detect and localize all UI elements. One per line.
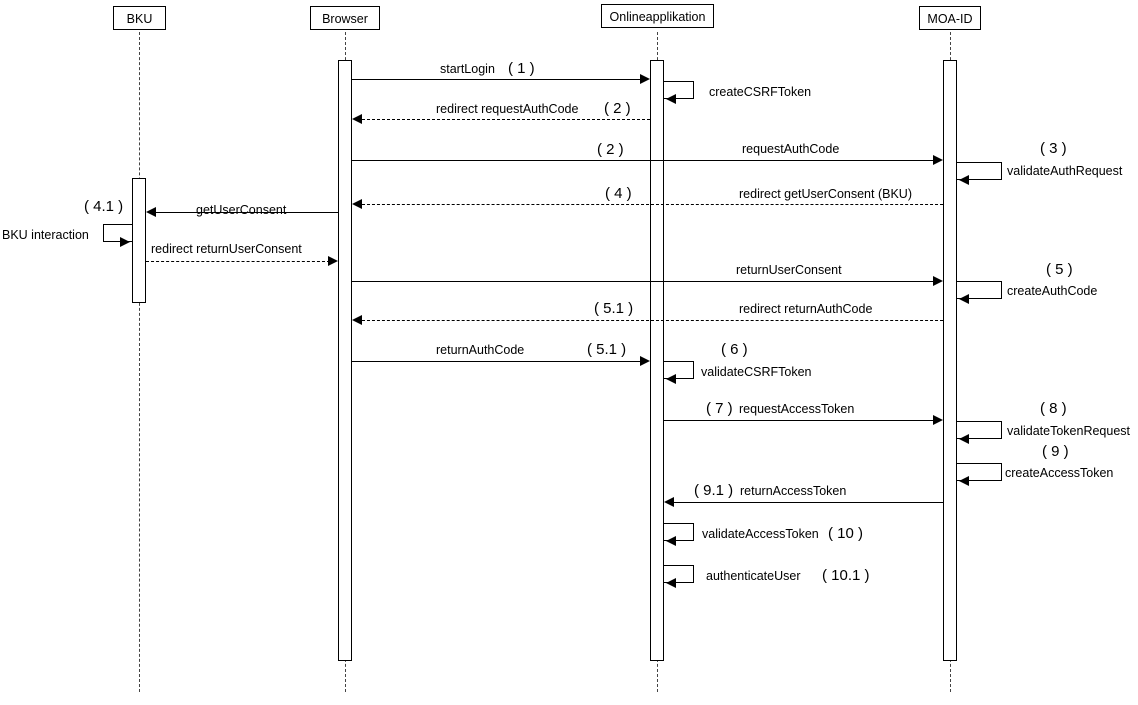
message-arrow-redirect-request-auth-code: [352, 114, 362, 124]
message-line-redirect-return-auth-code: [362, 320, 943, 321]
message-line-return-auth-code: [352, 361, 642, 362]
message-line-return-user-consent: [352, 281, 935, 282]
seq-num-5: ( 5 ): [1046, 261, 1073, 278]
seq-num-2b: ( 2 ): [597, 141, 624, 158]
seq-num-5-1b: ( 5.1 ): [587, 341, 627, 358]
message-label-validate-auth-request: validateAuthRequest: [1007, 164, 1123, 178]
message-arrow-get-user-consent: [146, 207, 156, 217]
message-label-create-access-token: createAccessToken: [1005, 466, 1114, 480]
message-label-request-auth-code: requestAuthCode: [742, 142, 840, 156]
message-line-return-access-token: [674, 502, 943, 503]
message-label-return-access-token: returnAccessToken: [740, 484, 847, 498]
seq-num-3: ( 3 ): [1040, 140, 1067, 157]
message-label-start-login: startLogin: [440, 62, 495, 76]
seq-num-9-1: ( 9.1 ): [694, 482, 734, 499]
message-arrow-return-auth-code: [640, 356, 650, 366]
message-label-validate-csrf-token: validateCSRFToken: [701, 365, 812, 379]
message-line-redirect-request-auth-code: [362, 119, 650, 120]
seq-num-4: ( 4 ): [605, 185, 632, 202]
self-message-arrow-authenticate-user: [666, 578, 676, 588]
self-message-arrow-bku-interaction: [120, 237, 130, 247]
message-label-bku-interaction: BKU interaction: [2, 228, 89, 242]
message-arrow-return-access-token: [664, 497, 674, 507]
message-label-request-access-token: requestAccessToken: [739, 402, 855, 416]
self-message-arrow-validate-access-token: [666, 536, 676, 546]
seq-num-8: ( 8 ): [1040, 400, 1067, 417]
self-message-arrow-create-csrf-token: [666, 94, 676, 104]
message-line-start-login: [352, 79, 642, 80]
activation-onlineapplikation: [650, 60, 664, 661]
lifeline-head-moaid[interactable]: [919, 6, 981, 30]
message-label-validate-token-request: validateTokenRequest: [1007, 424, 1130, 438]
message-label-create-csrf-token: createCSRFToken: [709, 85, 812, 99]
message-label-redirect-return-user-consent: redirect returnUserConsent: [151, 242, 302, 256]
message-label-redirect-get-user-consent: redirect getUserConsent (BKU): [739, 187, 912, 201]
seq-num-4-1: ( 4.1 ): [84, 198, 124, 215]
self-message-arrow-validate-auth-request: [959, 175, 969, 185]
self-message-arrow-create-auth-code: [959, 294, 969, 304]
message-label-return-auth-code: returnAuthCode: [436, 343, 525, 357]
activation-bku: [132, 178, 146, 303]
lifeline-head-browser[interactable]: [310, 6, 380, 30]
message-label-authenticate-user: authenticateUser: [706, 569, 801, 583]
message-label-validate-access-token: validateAccessToken: [702, 527, 819, 541]
lifeline-line-bku: [139, 32, 140, 692]
message-line-request-access-token: [664, 420, 935, 421]
self-message-arrow-validate-token-request: [959, 434, 969, 444]
message-arrow-start-login: [640, 74, 650, 84]
message-arrow-redirect-return-auth-code: [352, 315, 362, 325]
message-arrow-redirect-get-user-consent: [352, 199, 362, 209]
self-message-arrow-create-access-token: [959, 476, 969, 486]
message-arrow-request-auth-code: [933, 155, 943, 165]
self-message-arrow-validate-csrf-token: [666, 374, 676, 384]
lifeline-label-browser: Browser: [322, 12, 368, 26]
seq-num-6: ( 6 ): [721, 341, 748, 358]
lifeline-label-bku: BKU: [126, 12, 153, 26]
message-label-return-user-consent: returnUserConsent: [736, 263, 842, 277]
lifeline-head-onlineapplikation[interactable]: [601, 4, 714, 28]
activation-moaid: [943, 60, 957, 661]
message-line-redirect-return-user-consent: [146, 261, 330, 262]
message-label-get-user-consent: getUserConsent: [196, 203, 287, 217]
lifeline-label-onlineapplikation: Onlineapplikation: [609, 10, 706, 24]
message-arrow-return-user-consent: [933, 276, 943, 286]
seq-num-10: ( 10 ): [828, 525, 864, 542]
message-arrow-redirect-return-user-consent: [328, 256, 338, 266]
message-label-redirect-return-auth-code: redirect returnAuthCode: [739, 302, 873, 316]
message-arrow-request-access-token: [933, 415, 943, 425]
message-line-request-auth-code: [352, 160, 935, 161]
lifeline-label-moaid: MOA-ID: [927, 12, 973, 26]
message-line-redirect-get-user-consent: [362, 204, 943, 205]
seq-num-10-1: ( 10.1 ): [822, 567, 870, 584]
lifeline-head-bku[interactable]: [113, 6, 166, 30]
message-label-create-auth-code: createAuthCode: [1007, 284, 1098, 298]
seq-num-2a: ( 2 ): [604, 100, 631, 117]
seq-num-9: ( 9 ): [1042, 443, 1069, 460]
activation-browser: [338, 60, 352, 661]
seq-num-1: ( 1 ): [508, 60, 535, 77]
seq-num-5-1a: ( 5.1 ): [594, 300, 634, 317]
message-label-redirect-request-auth-code: redirect requestAuthCode: [436, 102, 579, 116]
seq-num-7: ( 7 ): [706, 400, 733, 417]
